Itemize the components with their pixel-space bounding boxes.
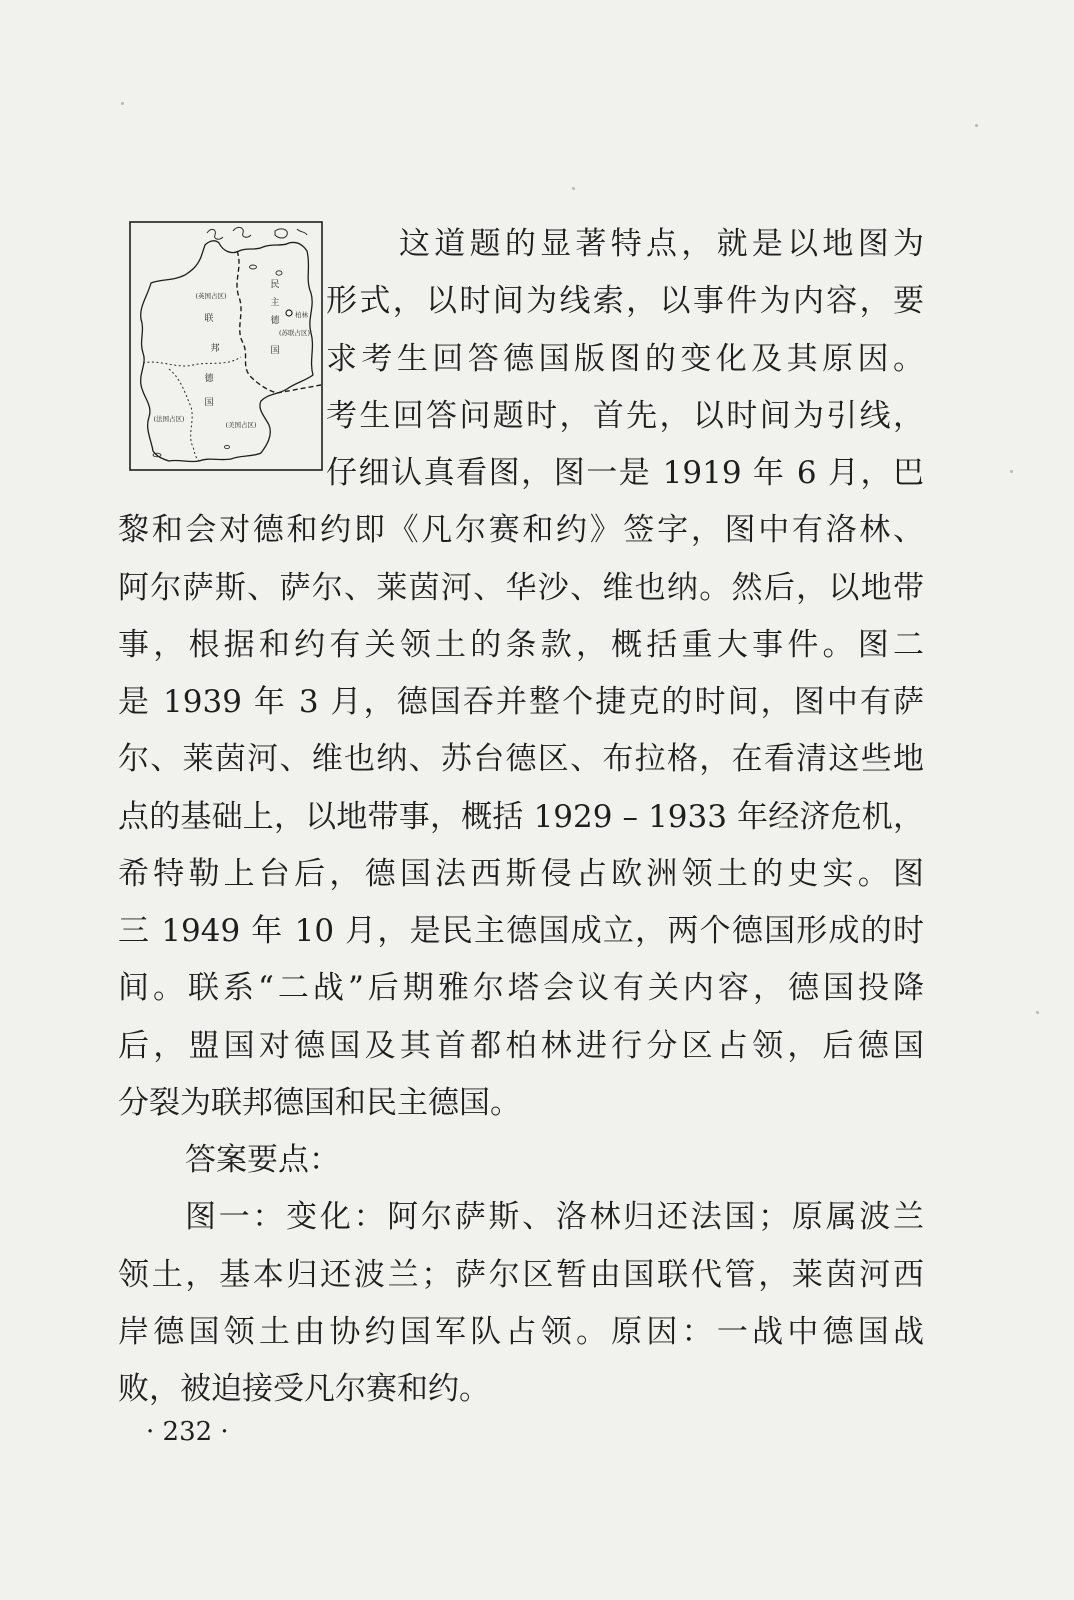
scan-speck	[1010, 470, 1013, 473]
map-label-american-zone: (美国占区)	[225, 421, 257, 429]
text-line: 岸德国领土由协约国军队占领。原因：一战中德国战	[118, 1313, 924, 1350]
map-label-gdr: 主	[270, 298, 280, 308]
map-label-frg: 国	[204, 398, 214, 408]
text-line: 领土，基本归还波兰；萨尔区暂由国联代管，莱茵河西	[118, 1256, 924, 1293]
map-label-soviet-zone: (苏联占区)	[279, 329, 311, 337]
text-line: 考生回答问题时，首先，以时间为引线，	[326, 397, 924, 434]
map-label-frg: 联	[204, 314, 214, 324]
text-line: 希特勒上台后，德国法西斯侵占欧洲领土的史实。图	[118, 855, 924, 892]
text-line: 黎和会对德和约即《凡尔赛和约》签字，图中有洛林、	[118, 512, 924, 549]
text-line: 尔、莱茵河、维也纳、苏台德区、布拉格，在看清这些地	[118, 741, 924, 778]
scan-speck	[1036, 1011, 1039, 1014]
text-line: 分裂为联邦德国和民主德国。	[118, 1084, 521, 1121]
text-line: 点的基础上，以地带事，概括 1929 – 1933 年经济危机，	[118, 798, 924, 835]
scan-speck	[572, 187, 575, 190]
scan-speck	[121, 102, 124, 105]
text-line: 事，根据和约有关领土的条款，概括重大事件。图二	[118, 626, 924, 663]
map-label-british-zone: (英国占区)	[195, 292, 227, 300]
body-text	[118, 216, 924, 1418]
map-label-berlin: 柏林	[295, 311, 308, 319]
text-line: 后，盟国对德国及其首都柏林进行分区占领，后德国	[118, 1027, 924, 1064]
text-line: 求考生回答德国版图的变化及其原因。	[326, 340, 924, 377]
text-line: 图一：变化：阿尔萨斯、洛林归还法国；原属波兰	[185, 1199, 924, 1236]
map-label-gdr: 德	[270, 316, 280, 326]
text-line: 败，被迫接受凡尔赛和约。	[118, 1371, 490, 1407]
text-line: 是 1939 年 3 月，德国吞并整个捷克的时间，图中有萨	[118, 684, 924, 720]
answer-heading: 答案要点：	[185, 1142, 340, 1178]
map-label-frg: 邦	[210, 344, 220, 354]
map-label-frg: 德	[204, 374, 214, 384]
text-line: 这道题的显著特点，就是以地图为	[399, 226, 924, 262]
map-label-french-zone: (法国占区)	[153, 415, 185, 423]
text-line: 阿尔萨斯、萨尔、莱茵河、华沙、维也纳。然后，以地带	[118, 569, 924, 606]
text-line: 仔细认真看图，图一是 1919 年 6 月，巴	[326, 455, 924, 491]
map-label-gdr: 国	[270, 346, 280, 356]
text-line: 三 1949 年 10 月，是民主德国成立，两个德国形成的时	[118, 913, 924, 949]
text-line: 形式，以时间为线索，以事件为内容，要	[326, 283, 924, 320]
text-line: 间。联系“二战”后期雅尔塔会议有关内容，德国投降	[118, 970, 924, 1007]
page-number: · 232 ·	[146, 1417, 229, 1447]
scan-speck	[975, 124, 978, 127]
map-label-gdr: 民	[270, 280, 280, 290]
